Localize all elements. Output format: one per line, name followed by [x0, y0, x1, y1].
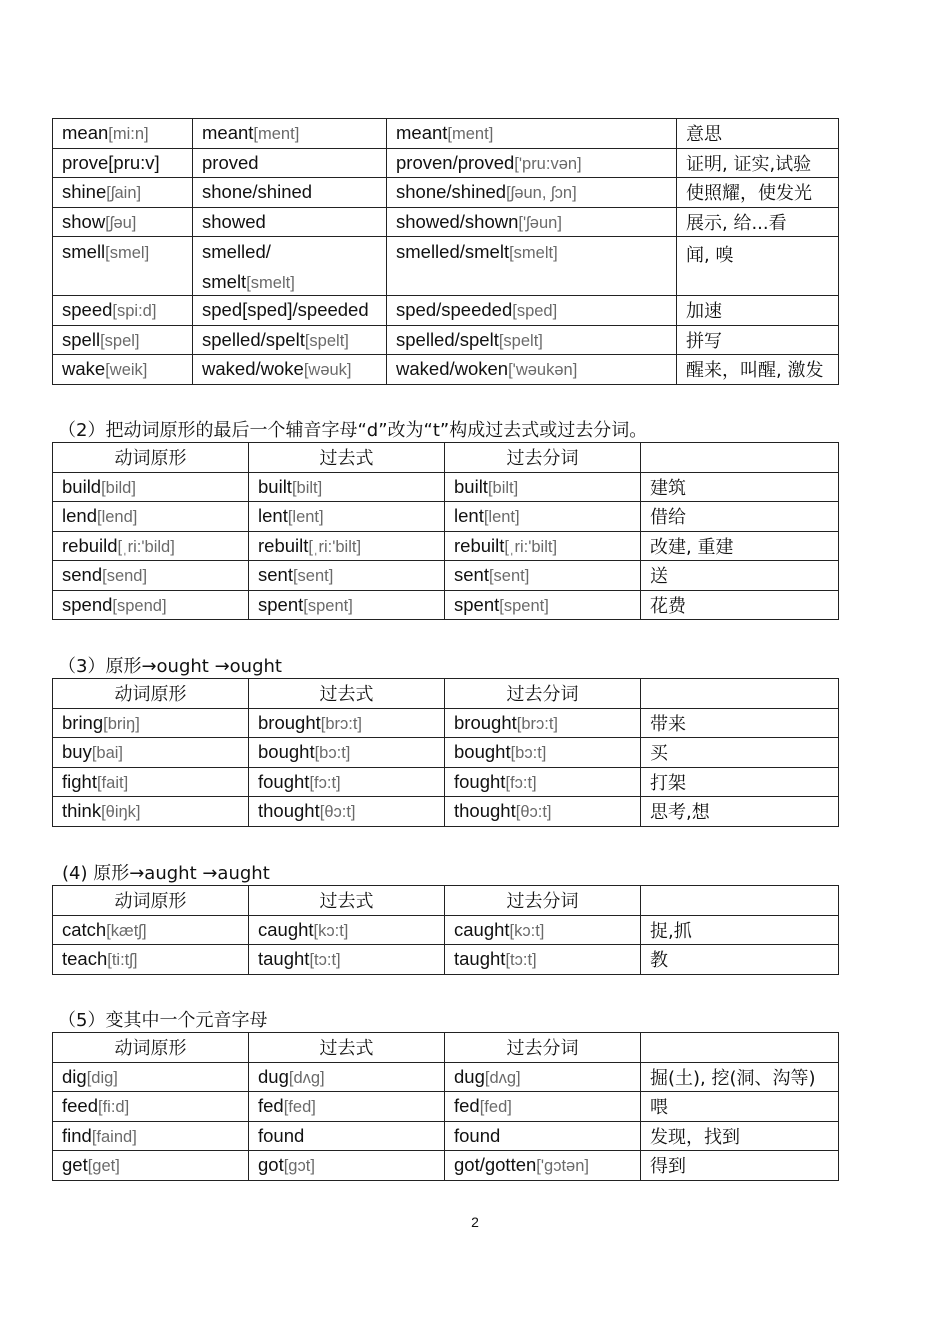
past-tense: caught[kɔ:t] — [249, 915, 445, 945]
page-number: 2 — [471, 1214, 479, 1230]
past-tense: meant[ment] — [193, 119, 387, 149]
column-header: 过去分词 — [445, 443, 641, 473]
table-row — [53, 1092, 839, 1122]
base-form: feed[fi:d] — [53, 1092, 249, 1122]
chinese-meaning: 掘(土), 挖(洞、沟等) — [641, 1062, 839, 1092]
table-row — [53, 1151, 839, 1181]
past-participle: spelled/spelt[spelt] — [387, 325, 677, 355]
table-row — [53, 590, 839, 620]
verb-table-2 — [52, 442, 839, 620]
past-participle: showed/shown['ʃəun] — [387, 207, 677, 237]
past-participle: brought[brɔ:t] — [445, 708, 641, 738]
chinese-meaning: 送 — [641, 561, 839, 591]
table-row — [53, 767, 839, 797]
section-heading: （2）把动词原形的最后一个辅音字母“d”改为“t”构成过去式或过去分词。 — [58, 420, 648, 441]
column-header — [641, 679, 839, 709]
chinese-meaning: 捉,抓 — [641, 915, 839, 945]
base-form: wake[weik] — [53, 355, 193, 385]
past-tense: brought[brɔ:t] — [249, 708, 445, 738]
verb-table-3 — [52, 678, 839, 827]
base-form: bring[briŋ] — [53, 708, 249, 738]
table-row — [53, 561, 839, 591]
base-form: buy[bai] — [53, 738, 249, 768]
past-tense: built[bilt] — [249, 472, 445, 502]
past-participle: found — [445, 1121, 641, 1151]
table-row — [53, 797, 839, 827]
past-participle: taught[tɔ:t] — [445, 945, 641, 975]
table-row — [53, 738, 839, 768]
chinese-meaning: 展示, 给...看 — [677, 207, 839, 237]
table-row — [53, 237, 839, 296]
table-header-row — [53, 1033, 839, 1063]
chinese-meaning: 思考,想 — [641, 797, 839, 827]
chinese-meaning: 使照耀，使发光 — [677, 178, 839, 208]
table-row — [53, 531, 839, 561]
past-participle: spent[spent] — [445, 590, 641, 620]
chinese-meaning: 闻, 嗅 — [677, 237, 839, 296]
chinese-meaning: 喂 — [641, 1092, 839, 1122]
past-tense: thought[θɔ:t] — [249, 797, 445, 827]
past-participle: sped/speeded[sped] — [387, 296, 677, 326]
chinese-meaning: 带来 — [641, 708, 839, 738]
chinese-meaning: 教 — [641, 945, 839, 975]
past-tense: spelled/spelt[spelt] — [193, 325, 387, 355]
past-participle: sent[sent] — [445, 561, 641, 591]
column-header — [641, 1033, 839, 1063]
past-tense: fought[fɔ:t] — [249, 767, 445, 797]
chinese-meaning: 改建, 重建 — [641, 531, 839, 561]
chinese-meaning: 买 — [641, 738, 839, 768]
verb-table-5 — [52, 1032, 839, 1181]
base-form: lend[lend] — [53, 502, 249, 532]
table-header-row — [53, 886, 839, 916]
past-tense: smelled/ smelt[smelt] — [193, 237, 387, 296]
past-tense: sped[sped]/speeded — [193, 296, 387, 326]
table-row — [53, 1062, 839, 1092]
table-row — [53, 708, 839, 738]
table-row — [53, 502, 839, 532]
chinese-meaning: 拼写 — [677, 325, 839, 355]
past-tense: got[ɡɔt] — [249, 1151, 445, 1181]
table-header-row — [53, 679, 839, 709]
past-participle: rebuilt[ˌri:'bilt] — [445, 531, 641, 561]
column-header: 过去分词 — [445, 886, 641, 916]
verb-table-4 — [52, 885, 839, 975]
past-participle: smelled/smelt[smelt] — [387, 237, 677, 296]
base-form: spend[spend] — [53, 590, 249, 620]
base-form: speed[spi:d] — [53, 296, 193, 326]
base-form: smell[smel] — [53, 237, 193, 296]
base-form: find[faind] — [53, 1121, 249, 1151]
table-row — [53, 325, 839, 355]
base-form: think[θiŋk] — [53, 797, 249, 827]
chinese-meaning: 花费 — [641, 590, 839, 620]
base-form: build[bild] — [53, 472, 249, 502]
past-tense: rebuilt[ˌri:'bilt] — [249, 531, 445, 561]
past-participle: lent[lent] — [445, 502, 641, 532]
past-tense: spent[spent] — [249, 590, 445, 620]
column-header: 动词原形 — [53, 886, 249, 916]
past-tense: sent[sent] — [249, 561, 445, 591]
section-heading: (4) 原形→aught →aught — [62, 863, 270, 884]
past-participle: fed[fed] — [445, 1092, 641, 1122]
chinese-meaning: 借给 — [641, 502, 839, 532]
column-header: 过去式 — [249, 886, 445, 916]
table-row — [53, 296, 839, 326]
chinese-meaning: 意思 — [677, 119, 839, 149]
base-form: get[ɡet] — [53, 1151, 249, 1181]
past-tense: bought[bɔ:t] — [249, 738, 445, 768]
chinese-meaning: 发现，找到 — [641, 1121, 839, 1151]
base-form: rebuild[ˌri:'bild] — [53, 531, 249, 561]
column-header: 动词原形 — [53, 679, 249, 709]
past-participle: caught[kɔ:t] — [445, 915, 641, 945]
chinese-meaning: 得到 — [641, 1151, 839, 1181]
chinese-meaning: 打架 — [641, 767, 839, 797]
base-form: catch[kætʃ] — [53, 915, 249, 945]
table-row — [53, 945, 839, 975]
base-form: shine[ʃain] — [53, 178, 193, 208]
table-row — [53, 207, 839, 237]
base-form: mean[mi:n] — [53, 119, 193, 149]
past-tense: lent[lent] — [249, 502, 445, 532]
base-form: teach[ti:tʃ] — [53, 945, 249, 975]
column-header: 过去式 — [249, 1033, 445, 1063]
section-heading: （3）原形→ought →ought — [58, 656, 282, 677]
table-row — [53, 355, 839, 385]
base-form: show[ʃəu] — [53, 207, 193, 237]
past-tense: proved — [193, 148, 387, 178]
table-row — [53, 1121, 839, 1151]
chinese-meaning: 证明, 证实,试验 — [677, 148, 839, 178]
verb-table-1 — [52, 118, 839, 385]
past-tense: shone/shined — [193, 178, 387, 208]
past-participle: dug[dʌg] — [445, 1062, 641, 1092]
column-header: 过去分词 — [445, 679, 641, 709]
table-row — [53, 915, 839, 945]
past-tense: showed — [193, 207, 387, 237]
past-tense: fed[fed] — [249, 1092, 445, 1122]
table-row — [53, 148, 839, 178]
base-form: spell[spel] — [53, 325, 193, 355]
column-header — [641, 886, 839, 916]
past-participle: got/gotten['ɡɔtən] — [445, 1151, 641, 1181]
table-row — [53, 178, 839, 208]
column-header: 动词原形 — [53, 1033, 249, 1063]
table-row — [53, 472, 839, 502]
past-participle: proven/proved['pru:vən] — [387, 148, 677, 178]
past-tense: waked/woke[wəuk] — [193, 355, 387, 385]
base-form: dig[diɡ] — [53, 1062, 249, 1092]
past-participle: fought[fɔ:t] — [445, 767, 641, 797]
past-participle: thought[θɔ:t] — [445, 797, 641, 827]
past-participle: meant[ment] — [387, 119, 677, 149]
past-tense: found — [249, 1121, 445, 1151]
column-header: 过去式 — [249, 443, 445, 473]
base-form: prove[pru:v] — [53, 148, 193, 178]
chinese-meaning: 加速 — [677, 296, 839, 326]
past-tense: taught[tɔ:t] — [249, 945, 445, 975]
past-participle: built[bilt] — [445, 472, 641, 502]
chinese-meaning: 醒来，叫醒, 激发 — [677, 355, 839, 385]
past-participle: shone/shined[ʃəun, ʃɔn] — [387, 178, 677, 208]
base-form: send[send] — [53, 561, 249, 591]
column-header — [641, 443, 839, 473]
past-tense: dug[dʌg] — [249, 1062, 445, 1092]
column-header: 动词原形 — [53, 443, 249, 473]
column-header: 过去式 — [249, 679, 445, 709]
column-header: 过去分词 — [445, 1033, 641, 1063]
past-participle: bought[bɔ:t] — [445, 738, 641, 768]
section-heading: （5）变其中一个元音字母 — [58, 1010, 268, 1031]
table-row — [53, 119, 839, 149]
base-form: fight[fait] — [53, 767, 249, 797]
table-header-row — [53, 443, 839, 473]
past-participle: waked/woken['wəukən] — [387, 355, 677, 385]
chinese-meaning: 建筑 — [641, 472, 839, 502]
